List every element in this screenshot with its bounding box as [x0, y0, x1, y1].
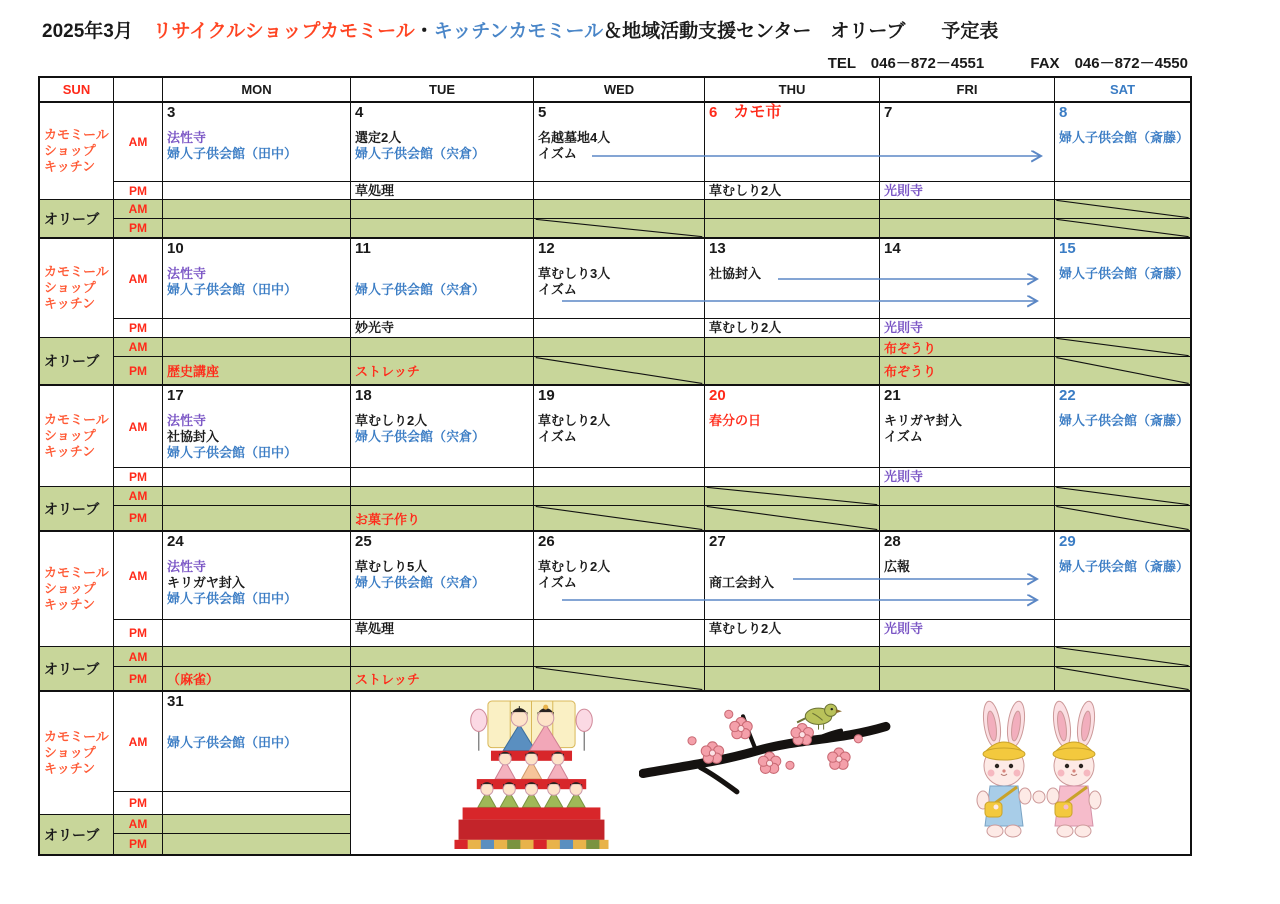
- olive-pm-event-text: ストレッチ: [355, 672, 420, 687]
- day-pm-cell: [163, 792, 351, 815]
- row-label-line: ショップ: [44, 581, 96, 596]
- day-header-mon: MON: [163, 78, 351, 103]
- olive-pm-label: PM: [114, 667, 163, 692]
- olive-pm-label: PM: [114, 506, 163, 532]
- am-event-text: 草むしり2人: [538, 559, 611, 574]
- rabbit-pair-illustration: [949, 694, 1134, 850]
- tel-number: TEL 046－872－4551: [827, 55, 985, 72]
- olive-pm-cell: [880, 357, 1055, 386]
- olive-pm-event-text: （麻雀）: [167, 672, 220, 687]
- day-header-wed: WED: [534, 78, 705, 103]
- pm-label: PM: [114, 182, 163, 200]
- olive-am-label: AM: [114, 647, 163, 667]
- olive-am-label: AM: [114, 200, 163, 219]
- day-am-cell: [880, 239, 1055, 319]
- day-pm-cell: [534, 468, 705, 487]
- day-am-cell: [705, 532, 880, 620]
- olive-am-cell: [351, 338, 534, 357]
- pm-label: PM: [114, 792, 163, 815]
- day-pm-cell: [351, 468, 534, 487]
- date-label: [355, 240, 529, 266]
- date-label: [167, 693, 346, 719]
- row-label-line: カモミール: [44, 127, 109, 142]
- row-label-chamomile: [40, 692, 114, 815]
- am-event-text: 婦人子供会館（宍倉）: [355, 429, 486, 444]
- day-am-cell: [1055, 386, 1190, 468]
- date-label: [884, 387, 1050, 413]
- olive-pm-cell: [534, 667, 705, 692]
- olive-am-cell: [705, 487, 880, 506]
- olive-pm-cell: [705, 506, 880, 532]
- olive-pm-cell: [534, 219, 705, 239]
- olive-am-cell: [1055, 338, 1190, 357]
- date-label: [884, 533, 1050, 559]
- olive-pm-cell: [1055, 506, 1190, 532]
- olive-am-cell: [163, 200, 351, 219]
- am-event-text: 婦人子供会館（田中）: [167, 591, 298, 606]
- am-event-text: [167, 719, 346, 735]
- date-label: [709, 240, 875, 266]
- title-center-name: ＆地域活動支援センター オリーブ: [603, 21, 906, 42]
- date-number: 11: [355, 240, 371, 257]
- closed-diagonal-line: [1055, 487, 1190, 505]
- am-event-text: [709, 559, 875, 575]
- row-label-olive: オリーブ: [40, 647, 114, 692]
- am-event-text: 春分の日: [709, 413, 762, 428]
- day-am-cell: [163, 103, 351, 182]
- am-event-text: 広報: [884, 559, 911, 574]
- olive-pm-cell: [880, 506, 1055, 532]
- olive-am-cell: [163, 815, 351, 834]
- pm-event-text: 草むしり2人: [709, 320, 782, 335]
- date-label: [1059, 104, 1186, 130]
- day-pm-cell: [705, 620, 880, 647]
- day-pm-cell: [534, 620, 705, 647]
- olive-pm-cell: [1055, 219, 1190, 239]
- day-header-thu: THU: [705, 78, 880, 103]
- day-pm-cell: [163, 182, 351, 200]
- am-event-text: 法性寺: [167, 413, 207, 428]
- olive-pm-cell: [1055, 357, 1190, 386]
- day-am-cell: [351, 103, 534, 182]
- plum-branch-with-bird-illustration: [639, 700, 894, 802]
- am-event-text: 婦人子供会館（宍倉）: [355, 146, 486, 161]
- olive-am-cell: [163, 487, 351, 506]
- am-event-text: 婦人子供会館（斎藤）: [1059, 130, 1190, 145]
- fax-number: FAX 046－872－4550: [1030, 55, 1188, 72]
- olive-pm-cell: [163, 357, 351, 386]
- date-label: [167, 104, 346, 130]
- row-label-line: ショップ: [44, 143, 96, 158]
- am-event-text: 法性寺: [167, 559, 207, 574]
- day-am-cell: [351, 386, 534, 468]
- date-number: 22: [1059, 387, 1076, 404]
- olive-am-cell: [705, 200, 880, 219]
- day-pm-cell: [351, 182, 534, 200]
- date-number: 25: [355, 533, 372, 550]
- olive-am-cell: [880, 338, 1055, 357]
- pm-event-text: 光則寺: [884, 621, 924, 636]
- day-pm-cell: [705, 319, 880, 338]
- olive-am-cell: [163, 647, 351, 667]
- am-event-text: 社協封入: [167, 429, 220, 444]
- date-number: 26: [538, 533, 555, 550]
- olive-pm-cell: [534, 506, 705, 532]
- olive-am-cell: [880, 200, 1055, 219]
- date-label: [167, 533, 346, 559]
- day-pm-cell: [1055, 182, 1190, 200]
- day-pm-cell: [351, 319, 534, 338]
- pm-event-text: 草処理: [355, 621, 395, 636]
- date-number: 3: [167, 104, 176, 121]
- am-event-text: [355, 266, 529, 282]
- day-am-cell: [705, 386, 880, 468]
- date-number: 5: [538, 104, 547, 121]
- closed-diagonal-line: [1055, 338, 1190, 356]
- olive-pm-cell: [163, 219, 351, 239]
- am-event-text: 商工会封入: [709, 575, 775, 590]
- title-separator: ・: [414, 21, 434, 42]
- date-number: 27: [709, 533, 726, 550]
- date-number: 24: [167, 533, 184, 550]
- am-event-text: イズム: [538, 575, 577, 590]
- row-label-line: カモミール: [44, 565, 109, 580]
- page-title: [42, 16, 998, 43]
- olive-am-cell: [705, 647, 880, 667]
- date-label: [709, 387, 875, 413]
- closed-diagonal-line: [1055, 357, 1190, 384]
- day-pm-cell: [880, 620, 1055, 647]
- olive-am-cell: [351, 647, 534, 667]
- date-label: [538, 240, 700, 266]
- am-event-text: 婦人子供会館（田中）: [167, 735, 298, 750]
- day-pm-cell: [351, 620, 534, 647]
- date-label: [709, 533, 875, 559]
- am-event-text: 社協封入: [709, 266, 762, 281]
- am-event-text: 婦人子供会館（田中）: [167, 282, 298, 297]
- olive-pm-event-text: 布ぞうり: [884, 364, 937, 379]
- day-am-cell: [534, 532, 705, 620]
- row-label-line: キッチン: [44, 159, 96, 174]
- day-am-cell: [163, 692, 351, 792]
- closed-diagonal-line: [1055, 219, 1190, 237]
- date-label: [1059, 387, 1186, 413]
- am-event-text: 草むしり2人: [538, 413, 611, 428]
- olive-pm-cell: [351, 219, 534, 239]
- row-label-line: ショップ: [44, 280, 96, 295]
- day-pm-cell: [534, 319, 705, 338]
- day-am-cell: [1055, 103, 1190, 182]
- title-shop-name: リサイクルショップカモミール: [152, 21, 415, 42]
- olive-am-label: AM: [114, 815, 163, 834]
- date-label: [355, 533, 529, 559]
- closed-diagonal-line: [1055, 647, 1190, 666]
- row-label-line: キッチン: [44, 597, 96, 612]
- striped-base: [454, 840, 608, 849]
- day-pm-cell: [163, 620, 351, 647]
- am-label: AM: [114, 103, 163, 182]
- day-header-sat: SAT: [1055, 78, 1190, 103]
- day-pm-cell: [534, 182, 705, 200]
- row-label-line: キッチン: [44, 761, 96, 776]
- day-am-cell: [705, 239, 880, 319]
- date-number: 20: [709, 387, 726, 404]
- date-number: 19: [538, 387, 555, 404]
- hina-dolls-illustration: [429, 698, 634, 850]
- olive-am-cell: [880, 647, 1055, 667]
- olive-pm-cell: [1055, 667, 1190, 692]
- am-label: AM: [114, 386, 163, 468]
- day-am-cell: [163, 386, 351, 468]
- schedule-table: [38, 76, 1192, 856]
- pm-event-text: 光則寺: [884, 320, 924, 335]
- olive-pm-event-text: ストレッチ: [355, 364, 420, 379]
- am-event-text: 婦人子供会館（田中）: [167, 146, 298, 161]
- olive-pm-event-text: お菓子作り: [355, 511, 421, 527]
- am-event-text: 法性寺: [167, 266, 207, 281]
- pm-label: PM: [114, 319, 163, 338]
- day-pm-cell: [880, 319, 1055, 338]
- closed-diagonal-line: [534, 357, 704, 384]
- row-label-line: カモミール: [44, 412, 109, 427]
- date-label: [167, 387, 346, 413]
- olive-pm-cell: [163, 506, 351, 532]
- closed-diagonal-line: [534, 667, 704, 690]
- date-number: 14: [884, 240, 901, 257]
- olive-am-cell: [534, 487, 705, 506]
- day-am-cell: [880, 386, 1055, 468]
- date-number: 18: [355, 387, 372, 404]
- day-pm-cell: [705, 182, 880, 200]
- pm-event-text: 草むしり2人: [709, 183, 782, 198]
- closed-diagonal-line: [1055, 200, 1190, 218]
- date-number: 6: [709, 104, 718, 121]
- day-pm-cell: [1055, 468, 1190, 487]
- pm-event-text: 草むしり2人: [709, 621, 782, 636]
- olive-pm-label: PM: [114, 834, 163, 854]
- am-event-text: イズム: [538, 146, 577, 161]
- date-number: 10: [167, 240, 184, 257]
- date-number: 15: [1059, 240, 1076, 257]
- closed-diagonal-line: [1055, 506, 1190, 530]
- date-label: [355, 387, 529, 413]
- olive-pm-cell: [163, 667, 351, 692]
- pm-label: PM: [114, 620, 163, 647]
- day-am-cell: [534, 386, 705, 468]
- olive-am-cell: [1055, 487, 1190, 506]
- row-label-olive: オリーブ: [40, 338, 114, 386]
- row-label-line: カモミール: [44, 729, 109, 744]
- day-header-fri: FRI: [880, 78, 1055, 103]
- day-pm-cell: [1055, 620, 1190, 647]
- olive-pm-label: PM: [114, 357, 163, 386]
- row-label-line: ショップ: [44, 428, 96, 443]
- olive-am-event-text: 布ぞうり: [884, 340, 937, 356]
- date-label: [538, 104, 700, 130]
- olive-am-cell: [534, 338, 705, 357]
- date-label: [538, 387, 700, 413]
- row-label-line: ショップ: [44, 745, 96, 760]
- closed-diagonal-line: [705, 506, 879, 530]
- day-am-cell: [163, 532, 351, 620]
- day-pm-cell: [880, 182, 1055, 200]
- olive-am-cell: [1055, 647, 1190, 667]
- olive-am-cell: [351, 487, 534, 506]
- olive-am-cell: [351, 200, 534, 219]
- am-event-text: 法性寺: [167, 130, 207, 145]
- am-label: AM: [114, 239, 163, 319]
- date-event-label: カモ市: [733, 104, 782, 121]
- olive-am-label: AM: [114, 338, 163, 357]
- olive-pm-cell: [705, 219, 880, 239]
- pm-event-text: 光則寺: [884, 183, 924, 198]
- date-label: [355, 104, 529, 130]
- date-number: 8: [1059, 104, 1068, 121]
- olive-am-label: AM: [114, 487, 163, 506]
- day-am-cell: [880, 103, 1055, 182]
- day-pm-cell: [1055, 319, 1190, 338]
- am-event-text: イズム: [884, 429, 923, 444]
- contact-info: [600, 52, 1188, 73]
- olive-pm-cell: [880, 219, 1055, 239]
- olive-am-cell: [705, 338, 880, 357]
- am-label: AM: [114, 532, 163, 620]
- am-event-text: 婦人子供会館（斎藤）: [1059, 559, 1190, 574]
- date-number: 13: [709, 240, 726, 257]
- pm-label: PM: [114, 468, 163, 487]
- day-header-sun: SUN: [40, 78, 114, 103]
- pm-event-text: 草処理: [355, 183, 395, 198]
- day-pm-cell: [705, 468, 880, 487]
- am-event-text: イズム: [538, 429, 577, 444]
- olive-am-cell: [880, 487, 1055, 506]
- illustration-area: [351, 692, 1190, 854]
- am-event-text: 草むしり3人: [538, 266, 611, 281]
- day-am-cell: [351, 532, 534, 620]
- closed-diagonal-line: [534, 506, 704, 530]
- row-label-olive: オリーブ: [40, 815, 114, 854]
- am-event-text: 婦人子供会館（斎藤）: [1059, 413, 1190, 428]
- olive-pm-cell: [163, 834, 351, 854]
- am-event-text: 婦人子供会館（宍倉）: [355, 282, 486, 297]
- row-label-olive: オリーブ: [40, 200, 114, 239]
- date-number: 29: [1059, 533, 1076, 550]
- pm-event-text: 妙光寺: [355, 320, 395, 335]
- day-pm-cell: [163, 319, 351, 338]
- olive-pm-cell: [705, 667, 880, 692]
- date-number: 28: [884, 533, 901, 550]
- olive-am-cell: [534, 200, 705, 219]
- date-label: [1059, 240, 1186, 266]
- title-month: 2025年3月: [42, 21, 133, 42]
- row-label-chamomile: [40, 103, 114, 200]
- row-label-chamomile: [40, 532, 114, 647]
- date-number: 17: [167, 387, 184, 404]
- row-label-olive: オリーブ: [40, 487, 114, 532]
- date-number: 7: [884, 104, 893, 121]
- am-event-text: 選定2人: [355, 130, 402, 145]
- am-event-text: キリガヤ封入: [884, 413, 962, 428]
- pm-event-text: 光則寺: [884, 469, 924, 484]
- row-label-line: キッチン: [44, 296, 96, 311]
- date-label: [884, 104, 1050, 130]
- day-am-cell: [705, 103, 880, 182]
- date-number: 12: [538, 240, 555, 257]
- day-header-tue: TUE: [351, 78, 534, 103]
- olive-pm-cell: [351, 667, 534, 692]
- am-event-text: 草むしり5人: [355, 559, 428, 574]
- date-number: 4: [355, 104, 364, 121]
- date-label: [167, 240, 346, 266]
- olive-pm-cell: [705, 357, 880, 386]
- olive-am-cell: [1055, 200, 1190, 219]
- row-label-chamomile: [40, 386, 114, 487]
- olive-pm-cell: [351, 357, 534, 386]
- am-event-text: 婦人子供会館（田中）: [167, 445, 298, 460]
- closed-diagonal-line: [534, 219, 704, 237]
- am-label: AM: [114, 692, 163, 792]
- day-am-cell: [534, 103, 705, 182]
- day-header-blank: [114, 78, 163, 103]
- day-am-cell: [1055, 239, 1190, 319]
- date-label: [709, 104, 875, 130]
- day-pm-cell: [880, 468, 1055, 487]
- title-kitchen-name: キッチンカモミール: [433, 21, 604, 42]
- olive-am-cell: [163, 338, 351, 357]
- row-label-chamomile: [40, 239, 114, 338]
- day-am-cell: [351, 239, 534, 319]
- olive-pm-label: PM: [114, 219, 163, 239]
- day-am-cell: [880, 532, 1055, 620]
- day-am-cell: [163, 239, 351, 319]
- date-number: 31: [167, 693, 184, 710]
- olive-pm-cell: [880, 667, 1055, 692]
- am-event-text: キリガヤ封入: [167, 575, 245, 590]
- am-event-text: 名越墓地4人: [538, 130, 611, 145]
- row-label-line: キッチン: [44, 444, 96, 459]
- date-label: [538, 533, 700, 559]
- date-number: 21: [884, 387, 901, 404]
- title-suffix: 予定表: [941, 21, 999, 42]
- am-event-text: 婦人子供会館（宍倉）: [355, 575, 486, 590]
- day-am-cell: [1055, 532, 1190, 620]
- olive-am-cell: [534, 647, 705, 667]
- closed-diagonal-line: [705, 487, 879, 505]
- day-am-cell: [534, 239, 705, 319]
- am-event-text: イズム: [538, 282, 577, 297]
- row-label-line: カモミール: [44, 264, 109, 279]
- olive-pm-event-text: 歴史講座: [167, 364, 220, 379]
- date-label: [884, 240, 1050, 266]
- closed-diagonal-line: [1055, 667, 1190, 690]
- am-event-text: 婦人子供会館（斎藤）: [1059, 266, 1190, 281]
- olive-pm-cell: [351, 506, 534, 532]
- olive-pm-cell: [534, 357, 705, 386]
- date-label: [1059, 533, 1186, 559]
- am-event-text: 草むしり2人: [355, 413, 428, 428]
- day-pm-cell: [163, 468, 351, 487]
